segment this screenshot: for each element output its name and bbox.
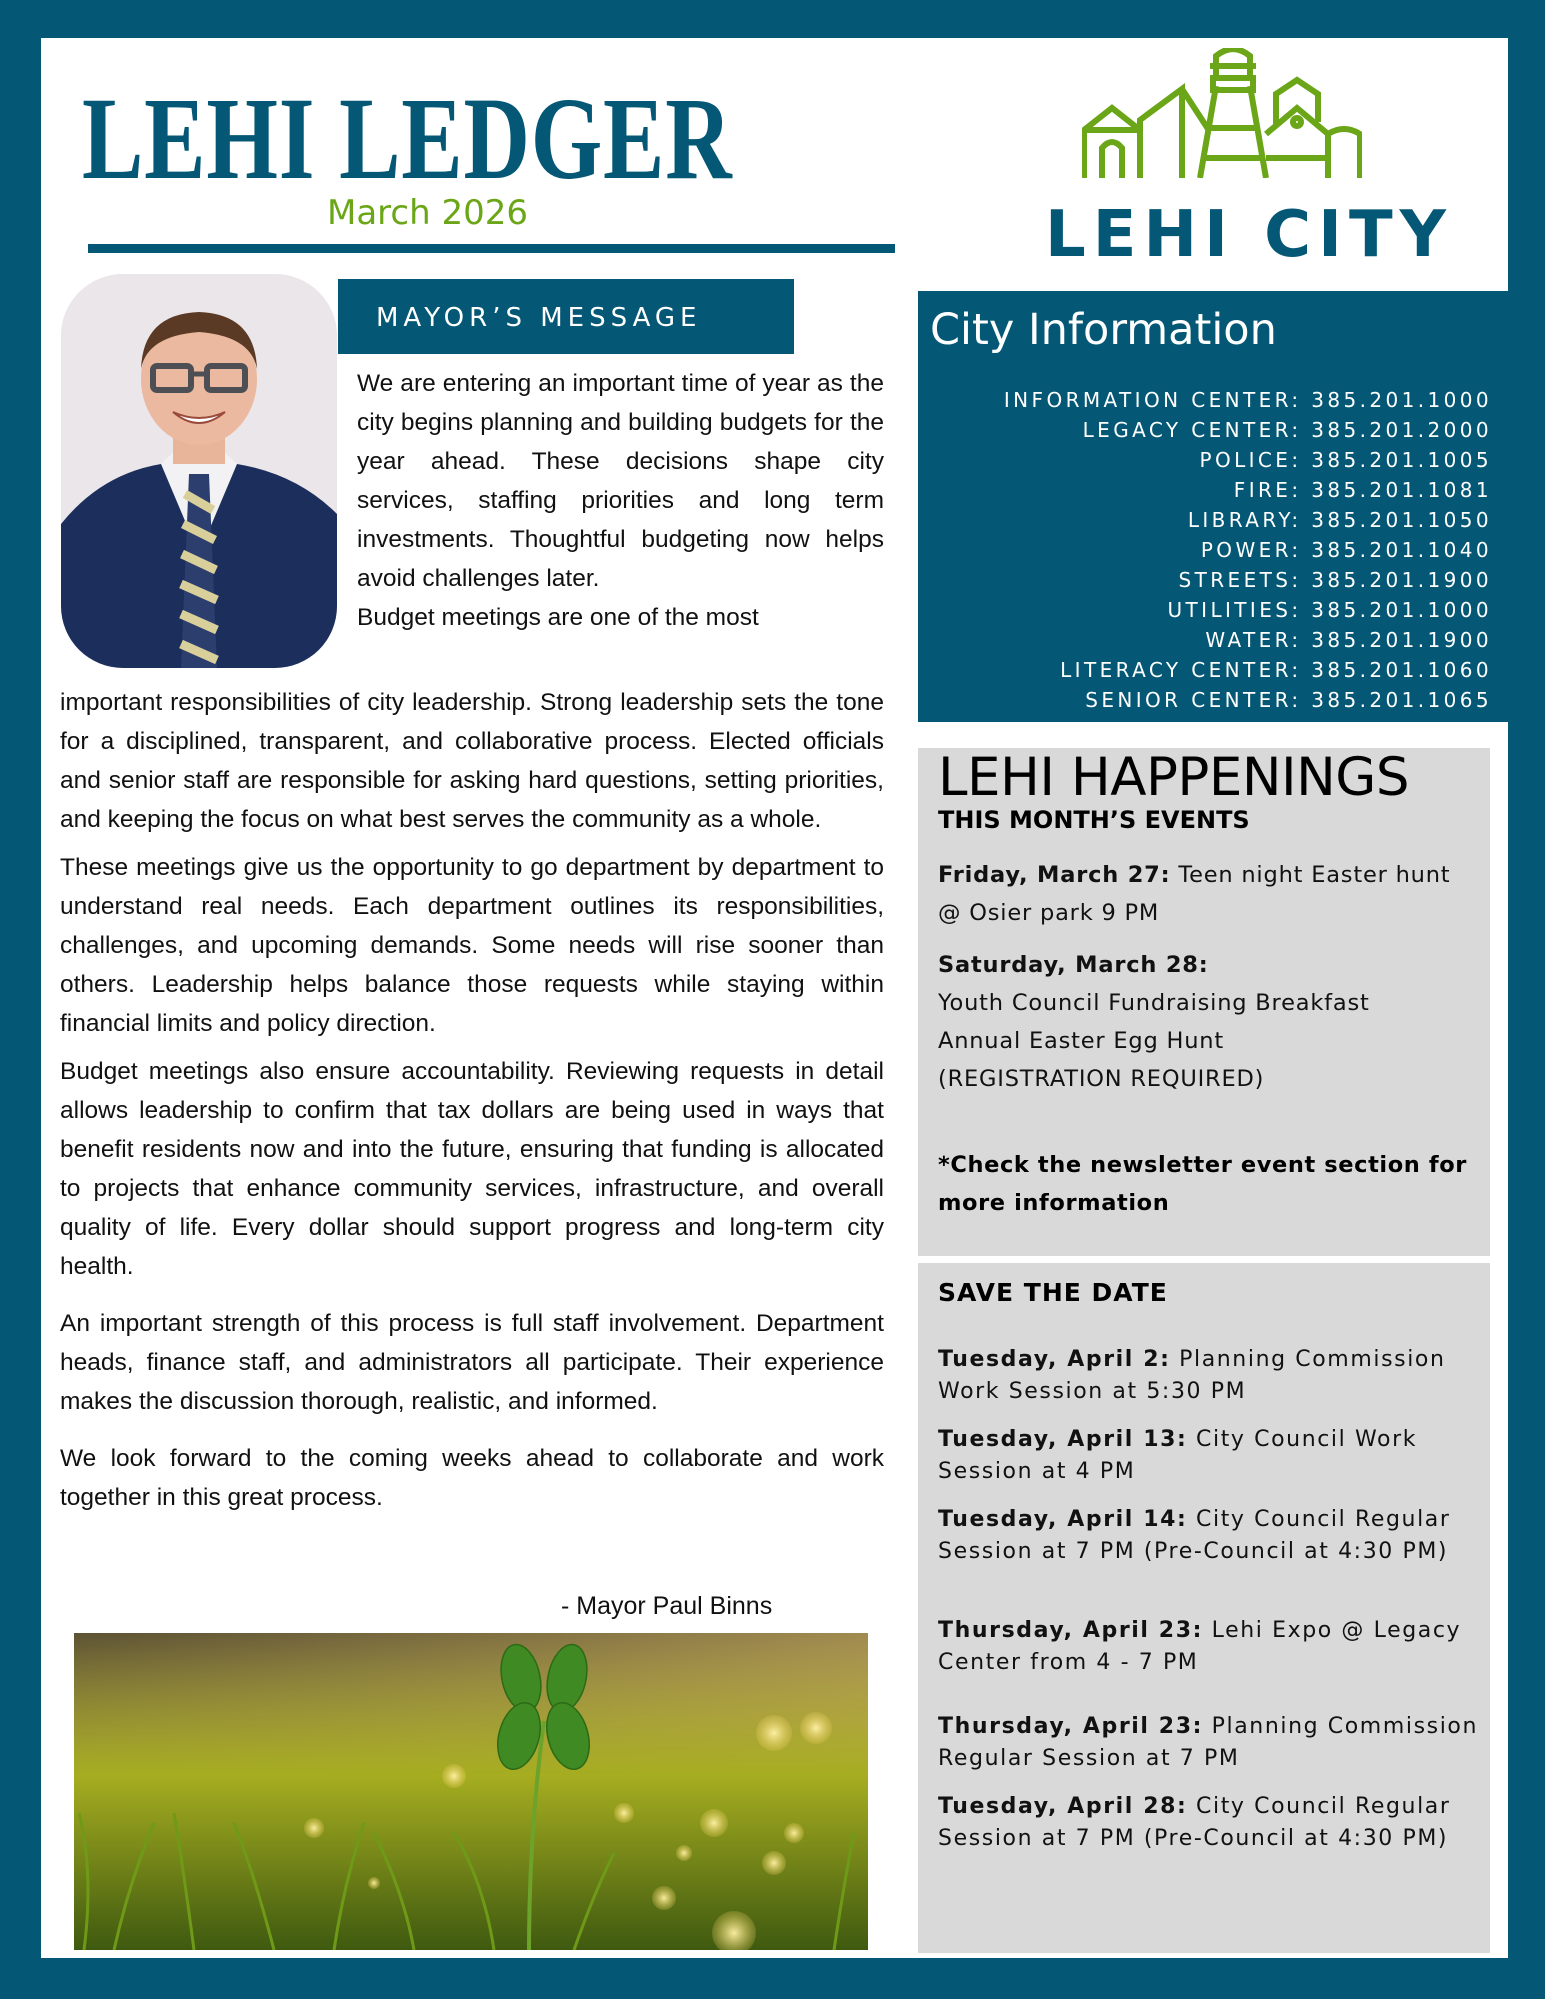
issue-date: March 2026 <box>327 193 528 233</box>
save-date-item <box>938 1791 1483 1855</box>
message-paragraph: These meetings give us the opportunity to go department by department to understand real needs. Each department outlines its responsibilities, challenges, and upcoming demands. Some needs will rise sooner than others. Leadership helps balance those requests while staying within financial limits and policy direction. <box>60 854 884 1037</box>
save-date-day: Thursday, April 23: <box>938 1618 1204 1643</box>
mayor-signature: - Mayor Paul Binns <box>561 1592 773 1620</box>
four-leaf-clover-photo <box>74 1633 868 1950</box>
save-date-description: City Council Regular Session at 7 PM (Pre-Council at 4:30 PM) <box>938 1507 1451 1564</box>
event-item <box>938 946 1478 1098</box>
lehi-city-logo <box>1040 48 1453 272</box>
event-description: (REGISTRATION REQUIRED) <box>938 1066 1265 1092</box>
save-date-day: Tuesday, April 28: <box>938 1794 1188 1819</box>
save-date-description: Planning Commission Work Session at 5:30 PM <box>938 1347 1446 1404</box>
directory-item: FIRE: 385.201.1081 <box>1233 478 1492 502</box>
directory-item: STREETS: 385.201.1900 <box>1178 568 1492 592</box>
intro-paragraph: We are entering an important time of year as the city begins planning and building budgets for the year ahead. These decisions shape city services, staffing priorities and long term investments. Thoughtful budgeting now helps avoid challenges later. <box>357 370 884 592</box>
intro-tail: Budget meetings are one of the most <box>357 604 759 631</box>
message-paragraph: We look forward to the coming weeks ahead to collaborate and work together in this great process. <box>60 1445 884 1511</box>
save-date-day: Tuesday, April 13: <box>938 1427 1188 1452</box>
lehi-city-skyline-icon <box>1082 48 1362 178</box>
masthead-divider <box>88 244 895 253</box>
save-date-description: Planning Commission Regular Session at 7 PM <box>938 1714 1479 1771</box>
logo-wordmark: LEHI CITY <box>1045 198 1453 272</box>
mayors-message-heading: MAYOR’S MESSAGE <box>376 303 702 333</box>
happenings-note: *Check the newsletter event section for more information <box>938 1152 1467 1216</box>
save-date-item <box>938 1615 1483 1679</box>
lehi-happenings-panel <box>918 748 1490 1256</box>
save-date-description: Lehi Expo @ Legacy Center from 4 - 7 PM <box>938 1618 1462 1675</box>
happenings-title: LEHI HAPPENINGS <box>938 747 1410 808</box>
event-description: Teen night Easter hunt @ Osier park 9 PM <box>938 862 1451 926</box>
save-the-date-panel <box>918 1263 1490 1953</box>
save-date-item <box>938 1344 1483 1408</box>
save-date-day: Tuesday, April 2: <box>938 1347 1171 1372</box>
city-information-panel <box>918 291 1508 722</box>
save-date-item <box>938 1504 1483 1568</box>
city-information-title: City Information <box>930 305 1277 355</box>
mayor-message-body <box>60 683 884 1526</box>
message-paragraph: important responsibilities of city leadership. Strong leadership sets the tone for a disciplined, transparent, and collaborative process. Elected officials and senior staff are responsible for asking hard questions, setting priorities, and keeping the focus on what best serves the community as a whole. <box>60 689 884 833</box>
directory-item: POLICE: 385.201.1005 <box>1199 448 1492 472</box>
directory-item: LITERACY CENTER: 385.201.1060 <box>1060 658 1492 682</box>
event-date: Saturday, March 28: <box>938 952 1209 978</box>
directory-item: POWER: 385.201.1040 <box>1200 538 1492 562</box>
save-date-description: City Council Work Session at 4 PM <box>938 1427 1418 1484</box>
event-description: Annual Easter Egg Hunt <box>938 1028 1224 1054</box>
mayor-intro <box>357 364 884 637</box>
message-paragraph: An important strength of this process is full staff involvement. Department heads, finance staff, and administrators all participate. Their experience makes the discussion thorough, realistic, and informed. <box>60 1310 884 1415</box>
message-paragraph: Budget meetings also ensure accountability. Reviewing requests in detail allows leadership to confirm that tax dollars are being used in ways that benefit residents now and into the future, ensuring that funding is allocated to projects that enhance community services, infrastructure, and overall quality of life. Every dollar should support progress and long-term city health. <box>60 1058 884 1280</box>
directory-item: LIBRARY: 385.201.1050 <box>1187 508 1492 532</box>
save-date-day: Tuesday, April 14: <box>938 1507 1188 1532</box>
event-item <box>938 856 1478 932</box>
directory-item: WATER: 385.201.1900 <box>1205 628 1492 652</box>
phone-directory <box>1004 385 1492 715</box>
event-date: Friday, March 27: <box>938 862 1171 888</box>
directory-item: UTILITIES: 385.201.1000 <box>1167 598 1492 622</box>
directory-item: SENIOR CENTER: 385.201.1065 <box>1085 688 1492 712</box>
save-date-description: City Council Regular Session at 7 PM (Pre-Council at 4:30 PM) <box>938 1794 1451 1851</box>
directory-item: LEGACY CENTER: 385.201.2000 <box>1082 418 1492 442</box>
save-date-item <box>938 1424 1483 1488</box>
save-the-date-title: SAVE THE DATE <box>938 1278 1168 1307</box>
mayors-message-header <box>338 279 794 354</box>
save-date-item <box>938 1711 1483 1775</box>
directory-item: INFORMATION CENTER: 385.201.1000 <box>1003 388 1492 412</box>
event-description: Youth Council Fundraising Breakfast <box>938 990 1370 1016</box>
section-divider <box>918 1256 1488 1263</box>
save-date-day: Thursday, April 23: <box>938 1714 1204 1739</box>
happenings-subtitle: THIS MONTH’S EVENTS <box>938 806 1250 834</box>
mayor-portrait <box>61 274 337 668</box>
newsletter-title: LEHI LEDGER <box>82 73 733 204</box>
